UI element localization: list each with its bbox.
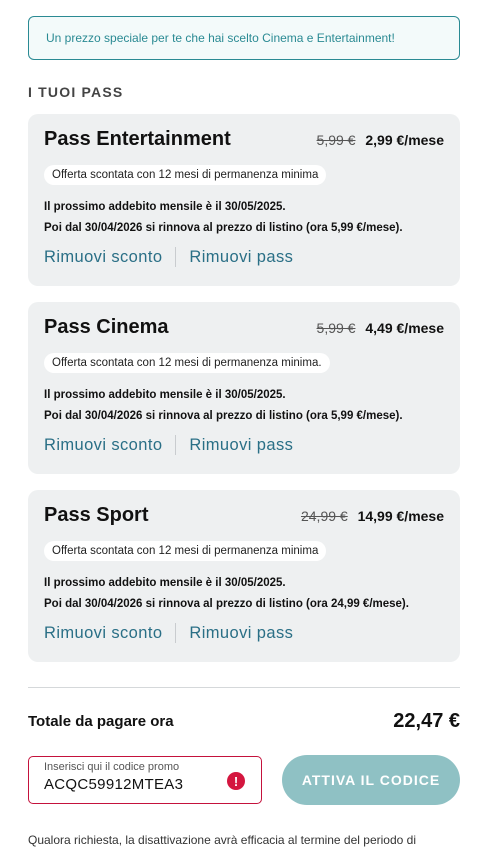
promo-code-label: Inserisci qui il codice promo [44, 761, 180, 773]
pass-actions [44, 247, 444, 267]
remove-discount-link[interactable]: Rimuovi sconto [44, 623, 163, 642]
offer-badge: Offerta scontata con 12 mesi di permanenza minima. [44, 353, 330, 373]
error-icon: ! [227, 772, 245, 790]
billing-info [44, 385, 444, 427]
pass-card-entertainment [28, 114, 460, 286]
promo-banner-text: Un prezzo speciale per te che hai scelto Cinema e Entertainment! [46, 31, 395, 45]
subscription-page [0, 16, 491, 854]
section-title: I TUOI PASS [28, 84, 124, 100]
divider [28, 687, 460, 688]
new-price: 4,49 €/mese [365, 320, 444, 336]
new-price: 14,99 €/mese [357, 508, 444, 524]
promo-banner [28, 16, 460, 60]
billing-info-line2: Poi dal 30/04/2026 si rinnova al prezzo di listino (ora 24,99 €/mese). [44, 598, 409, 610]
old-price: 5,99 € [316, 320, 356, 336]
pass-actions [44, 435, 444, 455]
billing-info-line2: Poi dal 30/04/2026 si rinnova al prezzo di listino (ora 5,99 €/mese). [44, 410, 403, 422]
remove-pass-link[interactable]: Rimuovi pass [189, 247, 294, 266]
remove-discount-link[interactable]: Rimuovi sconto [44, 247, 163, 266]
billing-info [44, 197, 444, 239]
remove-discount-link[interactable]: Rimuovi sconto [44, 435, 163, 454]
pass-name: Pass Sport [44, 504, 149, 526]
old-price: 5,99 € [316, 132, 356, 148]
total-row [28, 710, 460, 733]
pass-card-cinema [28, 302, 460, 474]
pass-name: Pass Cinema [44, 316, 169, 338]
billing-info-line1: Il prossimo addebito mensile è il 30/05/2025. [44, 577, 286, 589]
footer-note: Qualora richiesta, la disattivazione avrà efficacia al termine del periodo di [28, 833, 416, 847]
total-value: 22,47 € [393, 710, 460, 732]
actions-separator [175, 435, 176, 455]
pass-price [317, 132, 444, 148]
billing-info-line1: Il prossimo addebito mensile è il 30/05/2025. [44, 389, 286, 401]
remove-pass-link[interactable]: Rimuovi pass [189, 435, 294, 454]
pass-name: Pass Entertainment [44, 128, 231, 150]
offer-badge: Offerta scontata con 12 mesi di permanenza minima [44, 165, 326, 185]
actions-separator [175, 623, 176, 643]
billing-info-line1: Il prossimo addebito mensile è il 30/05/2025. [44, 201, 286, 213]
promo-code-field[interactable] [28, 756, 262, 804]
billing-info-line2: Poi dal 30/04/2026 si rinnova al prezzo di listino (ora 5,99 €/mese). [44, 222, 403, 234]
promo-code-input[interactable] [44, 776, 214, 793]
old-price: 24,99 € [300, 508, 348, 524]
total-label: Totale da pagare ora [28, 713, 174, 730]
pass-card-sport [28, 490, 460, 662]
pass-price [301, 508, 444, 524]
new-price: 2,99 €/mese [365, 132, 444, 148]
promo-row [28, 755, 460, 805]
actions-separator [175, 247, 176, 267]
remove-pass-link[interactable]: Rimuovi pass [189, 623, 294, 642]
pass-actions [44, 623, 444, 643]
pass-price [317, 320, 444, 336]
activate-code-button[interactable]: ATTIVA IL CODICE [282, 755, 460, 805]
billing-info [44, 573, 444, 615]
offer-badge: Offerta scontata con 12 mesi di permanenza minima [44, 541, 326, 561]
